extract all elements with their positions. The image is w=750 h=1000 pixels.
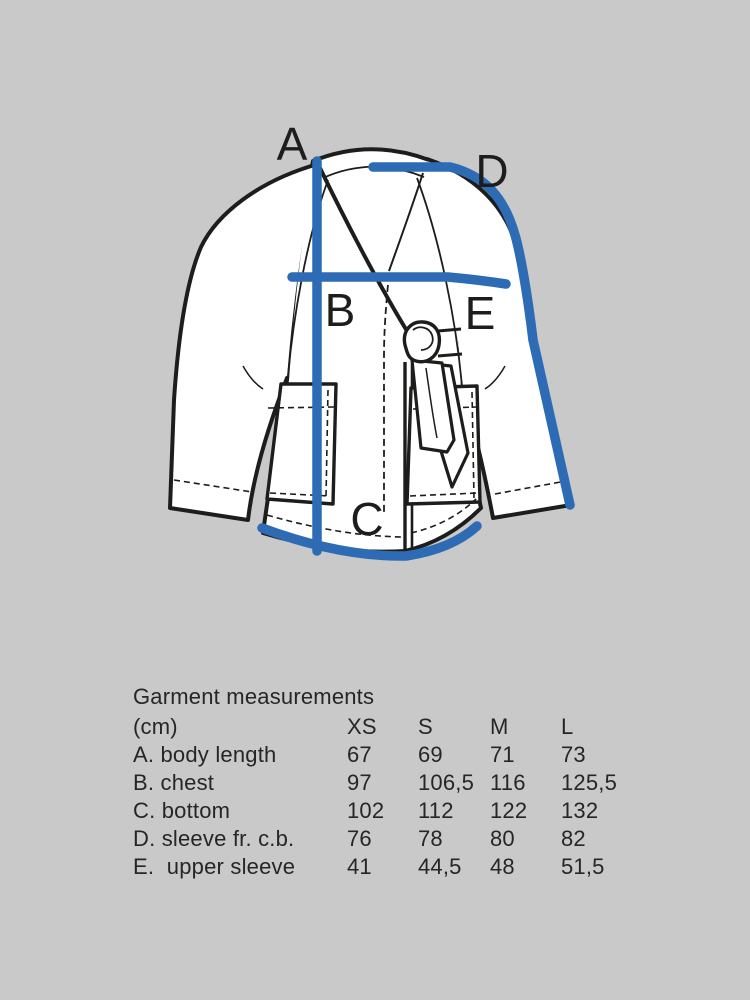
cell-value: 71 xyxy=(490,742,515,767)
size-header-xs: XS xyxy=(347,714,377,739)
cell-value: 116 xyxy=(490,770,526,795)
table-row xyxy=(133,768,673,796)
cell-value: 69 xyxy=(418,742,443,767)
cell-value: 67 xyxy=(347,742,372,767)
cell-value: 78 xyxy=(418,826,443,851)
size-header-s: S xyxy=(418,714,433,739)
measure-label-A: A xyxy=(276,118,308,170)
cell-value: 82 xyxy=(561,826,586,851)
table-header-row xyxy=(133,712,673,740)
row-label: E. upper sleeve xyxy=(133,854,296,879)
row-label: C. bottom xyxy=(133,798,231,823)
cell-value: 48 xyxy=(490,854,515,879)
left-pocket xyxy=(267,384,336,504)
table-row xyxy=(133,852,673,880)
table-row xyxy=(133,796,673,824)
cell-value: 41 xyxy=(347,854,372,879)
cell-value: 97 xyxy=(347,770,372,795)
cell-value: 73 xyxy=(561,742,586,767)
cell-value: 102 xyxy=(347,798,385,823)
cell-value: 122 xyxy=(490,798,528,823)
cell-value: 112 xyxy=(418,798,454,823)
row-label: D. sleeve fr. c.b. xyxy=(133,826,295,851)
size-header-l: L xyxy=(561,714,574,739)
row-label: B. chest xyxy=(133,770,215,795)
measure-label-B: B xyxy=(324,284,356,336)
measure-label-E: E xyxy=(464,287,496,339)
cell-value: 51,5 xyxy=(561,854,605,879)
size-header-m: M xyxy=(490,714,509,739)
measurement-table xyxy=(133,686,673,880)
row-label: A. body length xyxy=(133,742,277,767)
table-row xyxy=(133,740,673,768)
unit-label: (cm) xyxy=(133,714,178,739)
cell-value: 125,5 xyxy=(561,770,618,795)
table-title: Garment measurements xyxy=(133,684,375,709)
cell-value: 106,5 xyxy=(418,770,475,795)
table-row xyxy=(133,824,673,852)
cell-value: 132 xyxy=(561,798,599,823)
cell-value: 80 xyxy=(490,826,515,851)
cell-value: 76 xyxy=(347,826,372,851)
measure-label-D: D xyxy=(475,145,509,197)
measure-label-C: C xyxy=(350,493,384,545)
cell-value: 44,5 xyxy=(418,854,462,879)
